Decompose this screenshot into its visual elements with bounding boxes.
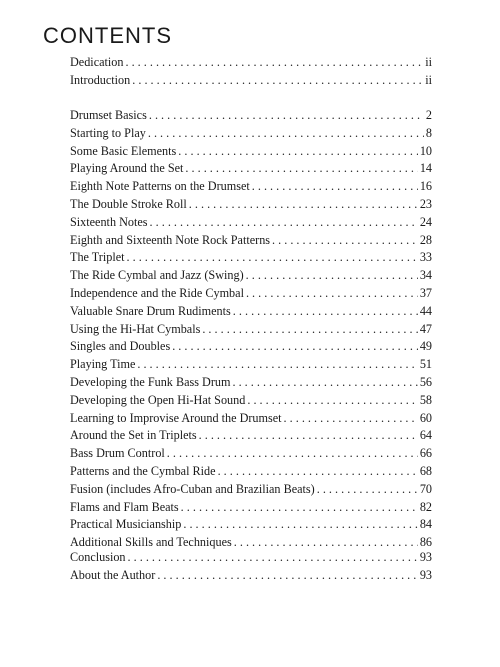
toc-entry-page-number: 28 [419,232,432,247]
toc-entry-title: Playing Around the Set [70,161,184,176]
toc-entry-title: Valuable Snare Drum Rudiments [70,303,231,318]
toc-entry-page-number: 86 [419,535,432,550]
toc-entry-page-number: 60 [419,410,432,425]
dot-leader [178,144,418,159]
toc-entry-page-number: 51 [419,357,432,372]
dot-leader [181,500,418,515]
dot-leader [202,322,417,337]
toc-entry [70,357,432,375]
toc-entry-page-number: 37 [419,285,432,300]
toc-entry [70,233,432,251]
toc-entry-title: Practical Musicianship [70,517,182,532]
toc-entry-page-number: 47 [419,321,432,336]
dot-leader [317,482,418,497]
toc-entry [70,304,432,322]
toc-entry [70,375,432,393]
dot-leader [232,375,417,390]
dot-leader [125,55,423,70]
toc-entry [70,215,432,233]
toc-entry-title: The Triplet [70,250,125,265]
toc-entry-title: Using the Hi-Hat Cymbals [70,321,201,336]
toc-entry-page-number: 16 [419,179,432,194]
toc-entry [70,500,432,518]
dot-leader [167,446,418,461]
toc-entry-page-number: 56 [419,374,432,389]
toc-entry-title: Dedication [70,55,124,69]
toc-entry-page-number: 24 [419,214,432,229]
dot-leader [183,517,417,532]
toc-entry-page-number: 2 [425,108,432,122]
toc-entry-title: Learning to Improvise Around the Drumset [70,410,282,425]
toc-entry-page-number: 23 [419,196,432,211]
dot-leader [246,268,418,283]
toc-entry-title: Playing Time [70,357,136,372]
toc-entry-page-number: 10 [419,143,432,158]
dot-leader [233,304,418,319]
toc-entry [70,197,432,215]
toc-entry [70,393,432,411]
toc-entry-page-number: 58 [419,392,432,407]
dot-leader [172,339,418,354]
toc-entry [70,126,432,144]
toc-entry [70,268,432,286]
toc-entry-page-number: ii [425,55,432,69]
toc-entry-title: Some Basic Elements [70,143,177,158]
toc-entry-page-number: 70 [419,481,432,496]
dot-leader [132,73,423,88]
toc-entry-title: Flams and Flam Beats [70,499,179,514]
toc-entry-page-number: 49 [419,339,432,354]
toc-entry-title: Conclusion [70,550,126,564]
toc-entry-title: Additional Skills and Techniques [70,535,232,550]
toc-entry-title: Patterns and the Cymbal Ride [70,463,216,478]
toc-entry-page-number: 68 [419,463,432,478]
toc-entry-page-number: 93 [419,550,432,564]
toc-entry-page-number: 64 [419,428,432,443]
front-matter-list [70,55,432,91]
toc-entry [70,179,432,197]
toc-entry [70,250,432,268]
toc-entry [70,108,432,126]
toc-entry-title: Starting to Play [70,125,146,140]
toc-entry [70,464,432,482]
toc-entry-page-number: 84 [419,517,432,532]
toc-entry-title: Introduction [70,72,131,87]
chapter-list [70,108,432,553]
toc-entry [70,73,432,91]
toc-entry [70,568,432,586]
dot-leader [149,108,424,123]
toc-entry-page-number: ii [425,72,432,87]
toc-entry-title: Drumset Basics [70,108,147,122]
toc-entry-title: Developing the Open Hi-Hat Sound [70,392,246,407]
toc-entry-title: Eighth and Sixteenth Note Rock Patterns [70,232,271,247]
toc-entry-page-number: 66 [419,446,432,461]
toc-entry-page-number: 14 [419,161,432,176]
toc-entry-title: Fusion (includes Afro-Cuban and Brazilian Beats) [70,481,315,496]
dot-leader [284,411,418,426]
toc-entry [70,446,432,464]
dot-leader [157,568,418,583]
dot-leader [234,535,418,550]
toc-entry-title: Around the Set in Triplets [70,428,197,443]
toc-entry-page-number: 8 [425,125,432,140]
toc-entry [70,550,432,568]
dot-leader [272,233,418,248]
dot-leader [148,126,424,141]
contents-heading: CONTENTS [43,23,172,48]
toc-entry-page-number: 33 [419,250,432,265]
toc-entry-title: Singles and Doubles [70,339,171,354]
toc-entry-title: Bass Drum Control [70,446,165,461]
toc-entry [70,322,432,340]
dot-leader [128,550,418,565]
toc-entry [70,517,432,535]
back-matter-list [70,550,432,586]
dot-leader [189,197,418,212]
toc-entry-title: The Ride Cymbal and Jazz (Swing) [70,268,244,283]
dot-leader [199,428,418,443]
toc-entry [70,482,432,500]
toc-entry [70,428,432,446]
toc-entry [70,286,432,304]
dot-leader [247,393,417,408]
toc-entry-page-number: 34 [419,268,432,283]
toc-entry-title: Independence and the Ride Cymbal [70,285,244,300]
toc-entry-title: The Double Stroke Roll [70,196,187,211]
toc-entry-page-number: 44 [419,303,432,318]
toc-entry [70,339,432,357]
toc-entry-title: Sixteenth Notes [70,214,148,229]
toc-entry-page-number: 82 [419,499,432,514]
toc-entry-title: Developing the Funk Bass Drum [70,374,231,389]
dot-leader [150,215,418,230]
dot-leader [218,464,418,479]
dot-leader [185,161,417,176]
toc-entry [70,144,432,162]
toc-entry [70,411,432,429]
dot-leader [246,286,418,301]
toc-entry-page-number: 93 [419,567,432,582]
dot-leader [137,357,417,372]
toc-entry-title: About the Author [70,567,156,582]
toc-entry [70,161,432,179]
toc-entry [70,55,432,73]
dot-leader [127,250,418,265]
toc-entry-title: Eighth Note Patterns on the Drumset [70,179,250,194]
dot-leader [252,179,418,194]
